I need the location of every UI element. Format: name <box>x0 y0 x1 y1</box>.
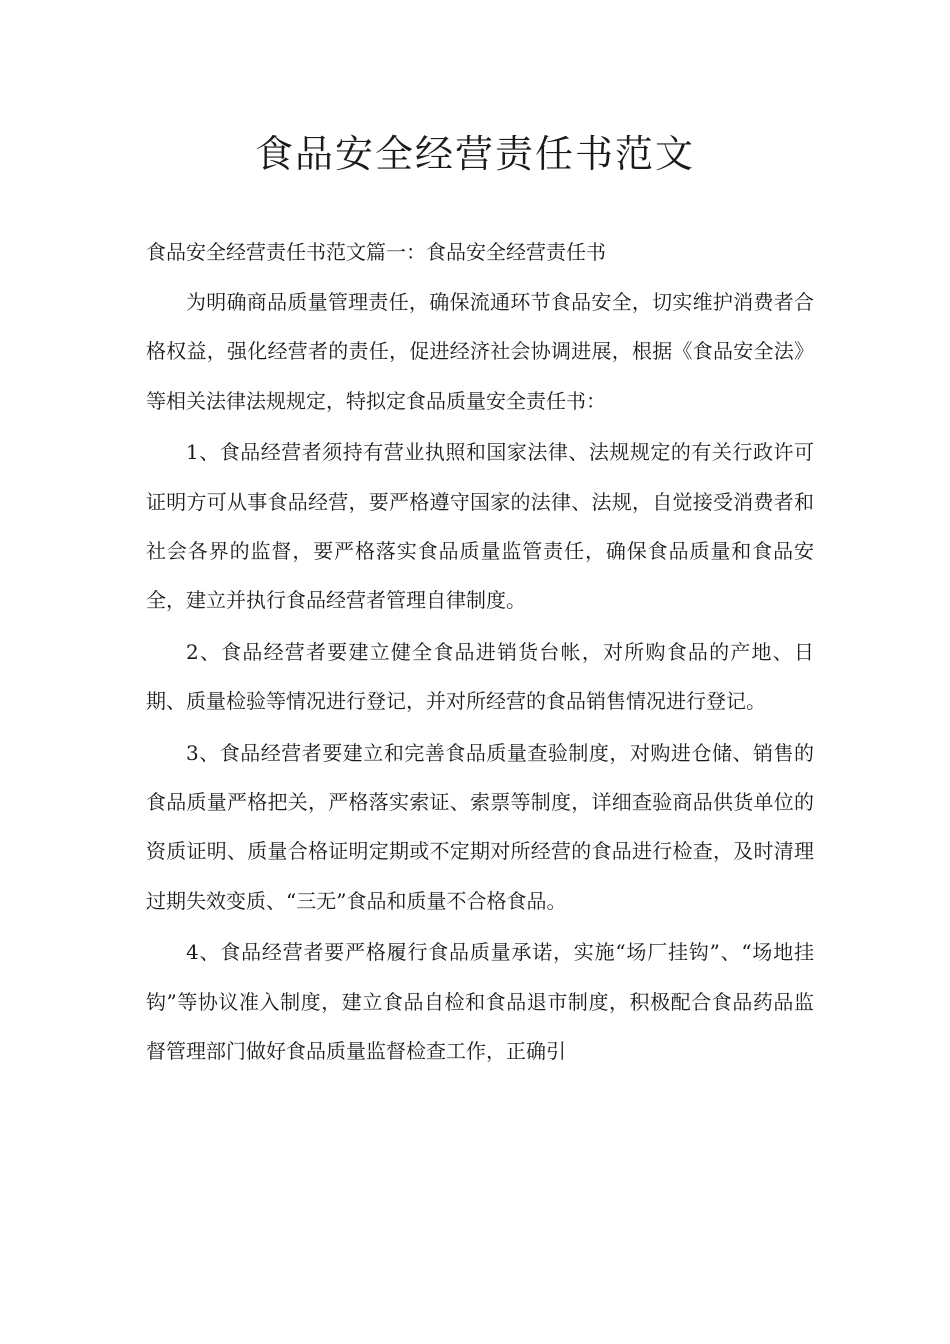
document-title: 食品安全经营责任书范文 <box>254 132 695 176</box>
paragraph-item-3: 3、食品经营者要建立和完善食品质量查验制度，对购进仓储、销售的食品质量严格把关，严格落实索证、索票等制度，详细查验商品供货单位的资质证明、质量合格证明定期或不定期对所经营的食品进行检查，及时清理过期失效变质、“三无”食品和质量不合格食品。 <box>146 740 814 913</box>
paragraph-item-4: 4、食品经营者要严格履行食品质量承诺，实施“场厂挂钩”、“场地挂钩”等协议准入制度，建立食品自检和食品退市制度，积极配合食品药品监督管理部门做好食品质量监督检查工作，正确引 <box>146 940 814 1064</box>
paragraph-intro: 为明确商品质量管理责任，确保流通环节食品安全，切实维护消费者合格权益，强化经营者的责任，促进经济社会协调进展，根据《食品安全法》等相关法律法规规定，特拟定食品质量安全责任书： <box>146 290 814 413</box>
paragraph-item-1: 1、食品经营者须持有营业执照和国家法律、法规规定的有关行政许可证明方可从事食品经营，要严格遵守国家的法律、法规，自觉接受消费者和社会各界的监督，要严格落实食品质量监管责任，确保食品质量和食品安全，建立并执行食品经营者管理自律制度。 <box>146 440 814 613</box>
paragraph-item-2: 2、食品经营者要建立健全食品进销货台帐，对所购食品的产地、日期、质量检验等情况进行登记，并对所经营的食品销售情况进行登记。 <box>146 639 814 714</box>
document-body <box>146 228 814 1077</box>
section-subtitle: 食品安全经营责任书范文篇一：食品安全经营责任书 <box>146 240 606 264</box>
